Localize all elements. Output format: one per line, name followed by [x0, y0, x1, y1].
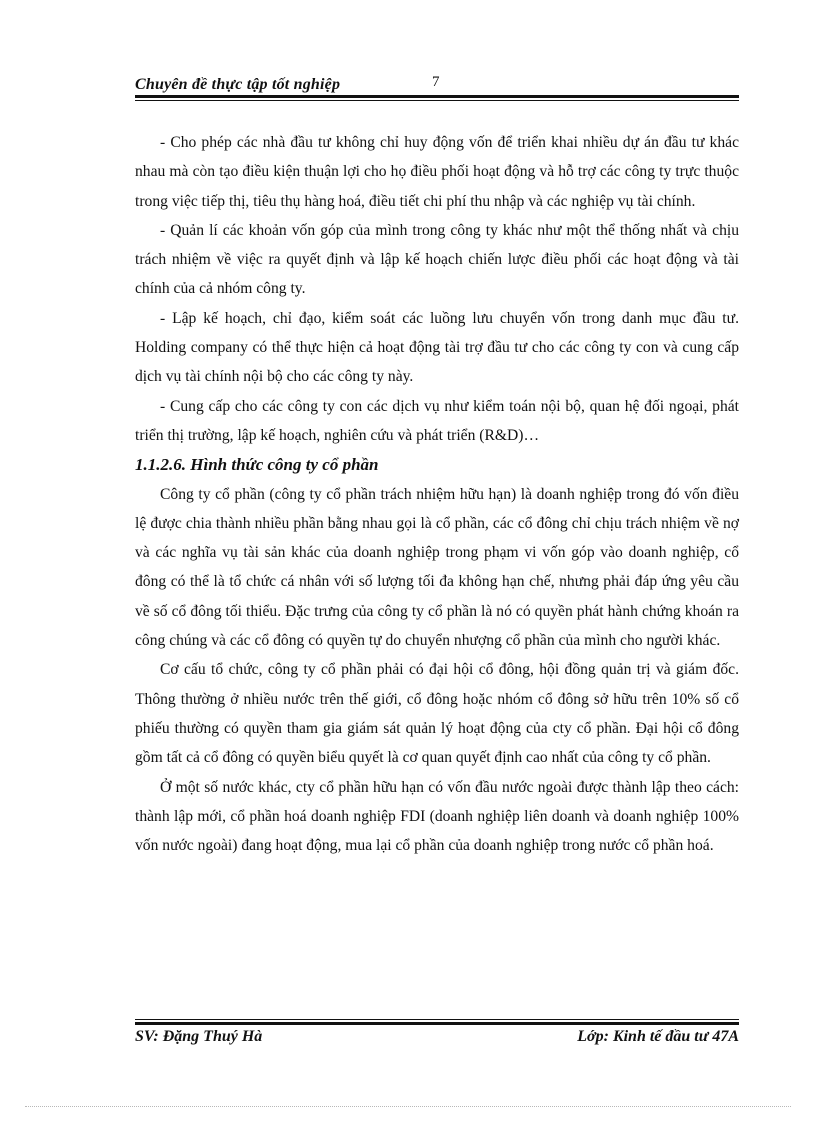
paragraph-5: Công ty cổ phần (công ty cổ phần trách nhiệm hữu hạn) là doanh nghiệp trong đó vốn điều lệ được chia thành nhiều phần bằng nhau gọi là cổ phần, các cổ đông chỉ chịu trách nhiệm về nợ và các nghĩa vụ tài sản khác của doanh nghiệp trong phạm vi vốn góp vào doanh nghiệp, cổ đông có thể là tổ chức cá nhân với số lượng tối đa không hạn chế, nhưng phải đáp ứng yêu cầu về số cổ đông tối thiểu. Đặc trưng của công ty cổ phần là nó có quyền phát hành chứng khoán ra công chúng và các cổ đông có quyền tự do chuyển nhượng cổ phần của mình cho người khác.	[135, 485, 739, 650]
section-heading: 1.1.2.6. Hình thức công ty cổ phần	[135, 455, 379, 475]
page-header	[135, 74, 739, 96]
page-number: 7	[432, 74, 440, 90]
paragraph-1: - Cho phép các nhà đầu tư không chỉ huy động vốn để triển khai nhiều dự án đầu tư khác nhau mà còn tạo điều kiện thuận lợi cho họ điều phối hoạt động và hỗ trợ các công ty trực thuộc trong việc tiếp thị, tiêu thụ hàng hoá, điều tiết chi phí thu nhập và các nghiệp vụ tài chính.	[135, 134, 739, 210]
footer-rule-thick	[135, 1022, 739, 1025]
header-rule-thick	[135, 95, 739, 98]
header-rule-thin	[135, 100, 739, 101]
paragraph-3: - Lập kế hoạch, chỉ đạo, kiểm soát các luồng lưu chuyển vốn trong danh mục đầu tư. Holding company có thể thực hiện cả hoạt động tài trợ đầu tư cho các công ty con và cung cấp dịch vụ tài chính nội bộ cho các công ty này.	[135, 309, 739, 386]
paragraph-4: - Cung cấp cho các công ty con các dịch vụ như kiểm toán nội bộ, quan hệ đối ngoại, phát triển thị trường, lập kế hoạch, nghiên cứu và phát triển (R&D)…	[135, 397, 739, 444]
paragraph-2: - Quản lí các khoản vốn góp của mình trong công ty khác như một thể thống nhất và chịu trách nhiệm về việc ra quyết định và lập kế hoạch chiến lược điều phối các hoạt động và tài chính của cả nhóm công ty.	[135, 221, 739, 298]
paragraph-6: Cơ cấu tổ chức, công ty cổ phần phải có đại hội cổ đông, hội đồng quản trị và giám đốc. Thông thường ở nhiều nước trên thế giới, cổ đông hoặc nhóm cổ đông sở hữu trên 10% số cổ phiếu thường có quyền tham gia giám sát quản lý hoạt động của cty cổ phần. Đại hội cổ đông gồm tất cả cổ đông có quyền biểu quyết là cơ quan quyết định cao nhất của công ty cổ phần.	[135, 661, 739, 767]
document-body	[135, 128, 739, 860]
paragraph-7: Ở một số nước khác, cty cổ phần hữu hạn có vốn đầu nước ngoài được thành lập theo cách: thành lập mới, cổ phần hoá doanh nghiệp FDI (doanh nghiệp liên doanh và doanh nghiệp 100% vốn nước ngoài) đang hoạt động, mua lại cổ phần của doanh nghiệp trong nước cổ phần hoá.	[135, 778, 739, 855]
header-title: Chuyên đề thực tập tốt nghiệp	[135, 76, 341, 93]
footer-student-name: SV: Đặng Thuý Hà	[135, 1028, 263, 1045]
footer-rule-thin	[135, 1019, 739, 1020]
footer-class-name: Lớp: Kinh tế đầu tư 47A	[577, 1028, 739, 1045]
page-bottom-divider	[25, 1106, 791, 1107]
page-footer	[135, 1028, 739, 1050]
